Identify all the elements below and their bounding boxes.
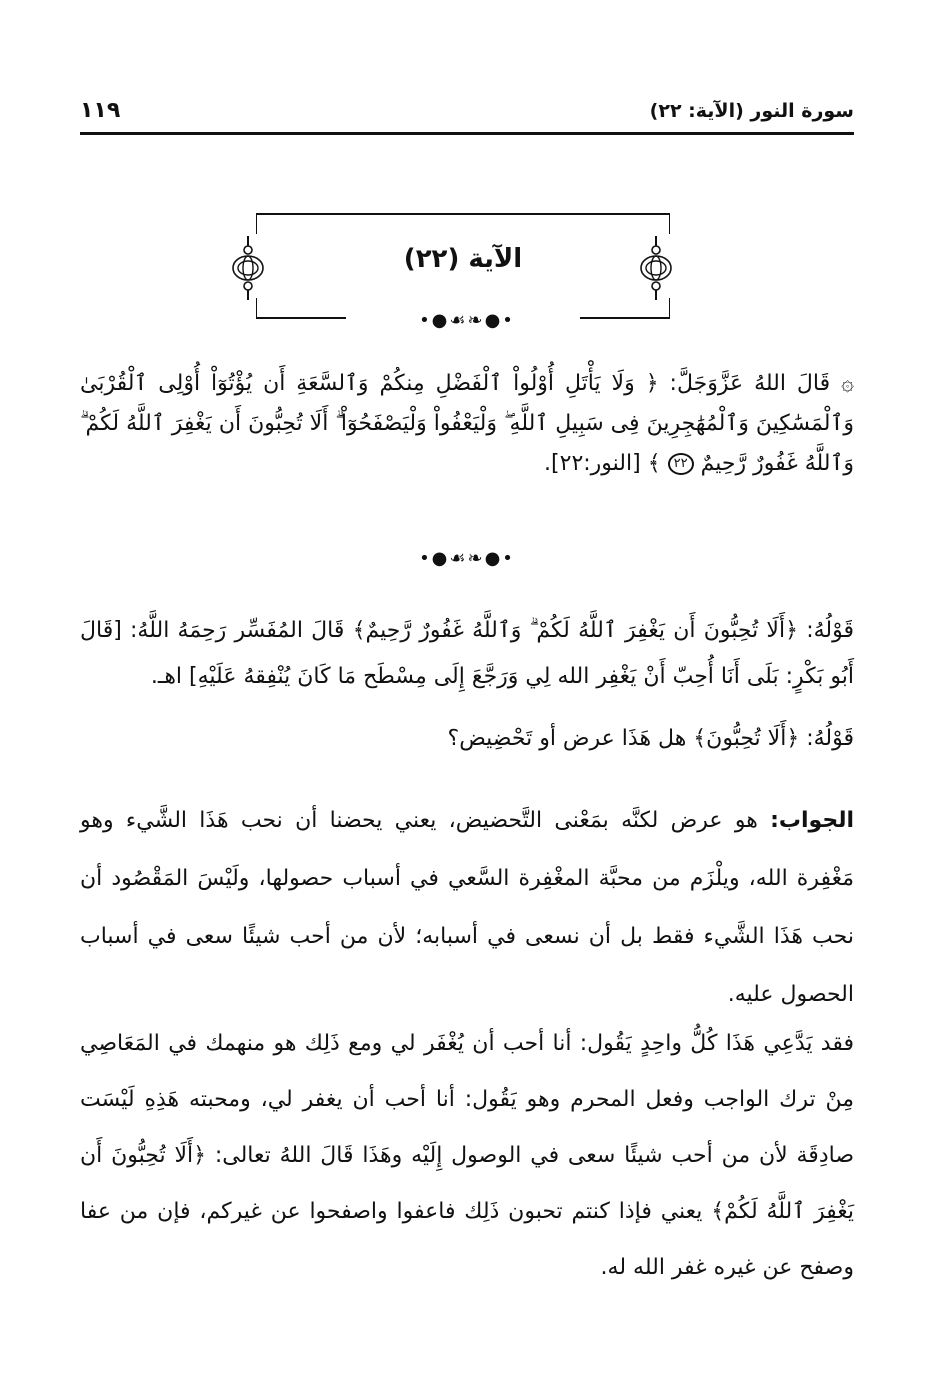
verse-reference: [النور:٢٢]. (544, 451, 641, 476)
verse-open-bracket: ﴿ (645, 371, 659, 396)
ayah-heading: الآية (٢٢) (403, 244, 523, 274)
section-separator: •●☙❧●• (419, 310, 515, 331)
verse-paragraph (80, 364, 854, 484)
ayah-heading-frame (256, 212, 670, 320)
ayah-end-marker: ٢٢ (668, 453, 694, 475)
rosette-icon: ۞ (841, 371, 854, 396)
section-separator: •●☙❧●• (419, 548, 515, 569)
verse-close-bracket: ﴾ (647, 451, 661, 476)
answer-label: الجواب: (770, 808, 854, 833)
paragraph-2: قَوْلُهُ: ﴿أَلَا تُحِبُّونَ﴾ هل هَذَا عرض أو تَحْضِيض؟ (447, 726, 854, 751)
knot-ornament-left-icon (228, 236, 268, 300)
verse-text: وَلَا يَأْتَلِ أُوْلُواْ ٱلْفَضْلِ مِنكُمْ وَٱلسَّعَةِ أَن يُؤْتُوٓاْ أُوْلِى ٱلْقُرْبَىٰ وَٱلْمَسَٰكِينَ وَٱلْمُهَٰجِرِينَ فِى سَبِيلِ ٱللَّهِ ۖ وَلْيَعْفُواْ وَلْيَصْفَحُوٓاْ ۗ أَلَا تُحِبُّونَ أَن يَغْفِرَ ٱللَّهُ لَكُمْ ۗ وَٱللَّهُ غَفُورٌ رَّحِيمٌ (80, 371, 854, 476)
page-number: ١١٩ (80, 98, 121, 123)
running-head-title: سورة النور (الآية: ٢٢) (649, 100, 854, 122)
paragraph-4: فقد يَدَّعِي هَذَا كُلُّ واحِدٍ يَقُول: أنا أحب أن يُغْفَر لي ومع ذَلِك هو منهمك في المَعَاصِي مِنْ ترك الواجب وفعل المحرم وهو يَقُول: أنا أحب أن يغفر لي، ومحبته هَذِهِ لَيْسَت صادِقَة لأن من أحب شيئًا سعى في الوصول إِلَيْه وهَذَا قَالَ اللهُ تعالى: ﴿أَلَا تُحِبُّونَ أَن يَغْفِرَ ٱللَّهُ لَكُمْ﴾ يعني فإذا كنتم تحبون ذَلِك فاعفوا واصفحوا عن غيركم، فإن من عفا وصفح عن غيره غفر الله له. (80, 1031, 854, 1280)
answer-text: هو عرض لكنَّه بمَعْنى التَّحضيض، يعني يحضنا أن نحب هَذَا الشَّيء وهو مَغْفِرة الله، ويلْزَم من محبَّة المغْفِرة السَّعي في أسباب حصولها، ولَيْسَ المَقْصُود أن نحب هَذَا الشَّيء فقط بل أن نسعى في أسبابه؛ لأن من أحب شيئًا سعى في أسباب الحصول عليه. (80, 808, 854, 1007)
knot-ornament-right-icon (636, 236, 676, 300)
paragraph-1: قَوْلُهُ: ﴿أَلَا تُحِبُّونَ أَن يَغْفِرَ ٱللَّهُ لَكُمْ ۗ وَٱللَّهُ غَفُورٌ رَّحِيمٌ﴾ قَالَ المُفَسِّر رَحِمَهُ اللَّهُ: [قَالَ أَبُو بَكْرٍ: بَلَى أَنَا أُحِبّ أَنْ يَغْفِر الله لِي وَرَجَّعَ إِلَى مِسْطَح مَا كَانَ يُنْفِقهُ عَلَيْهِ] اهـ. (80, 618, 854, 689)
running-head (80, 92, 854, 135)
verse-intro: قَالَ اللهُ عَزَّوَجَلَّ: (669, 371, 831, 396)
paragraph-3 (80, 792, 854, 1024)
